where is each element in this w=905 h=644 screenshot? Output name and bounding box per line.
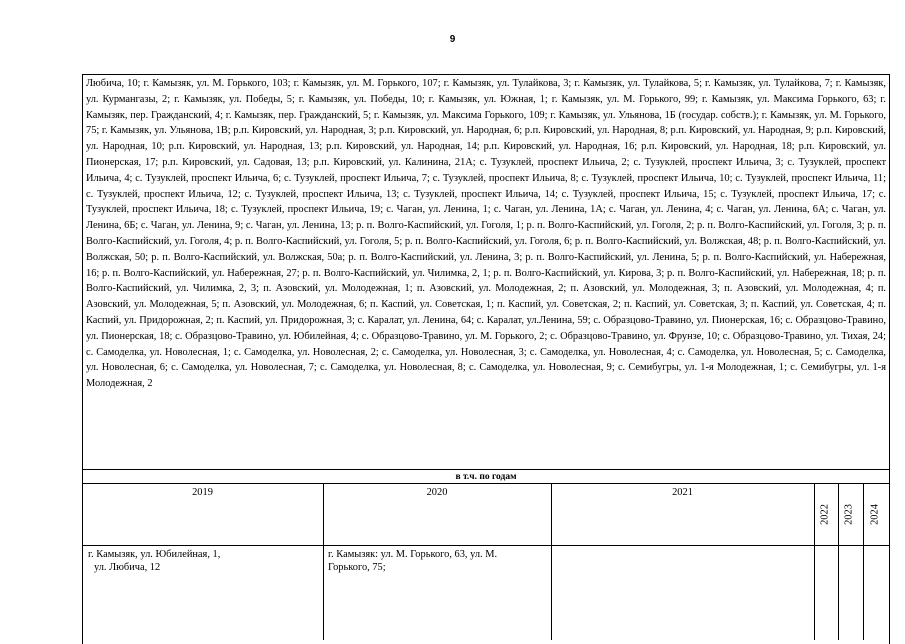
col-sep-5 — [863, 483, 864, 640]
table-divider-header — [82, 545, 890, 546]
col-sep-3 — [814, 483, 815, 640]
header-2022: 2022 — [819, 504, 831, 525]
cell-2019-line2: ул. Любича, 12 — [94, 562, 161, 573]
col-sep-4 — [838, 483, 839, 640]
header-2024: 2024 — [869, 504, 881, 525]
cell-2019-line1: г. Камызяк, ул. Юбилейная, 1, — [88, 549, 221, 560]
address-list-text: Любича, 10; г. Камызяк, ул. М. Горького, 103; г. Камызяк, ул. М. Горького, 107; г. Камызяк, ул. Тулайкова, 3; г. Камызяк, ул. Тулайкова, 5; г. Камызяк, ул. Тулайкова, 7; г. Камызяк, ул. Курмангазы, 2; г. Камызяк, ул. Победы, 5; г. Камызяк, ул. Победы, 10; г. Камызяк, ул. Южная, 1; г. Камызяк, ул. М. Горького, 99; г. Камызяк, ул. Максима Горького, 63; г. Камызяк, пер. Гражданский, 4; г. Камызяк, пер. Гражданский, 5; г. Камызяк, ул. Максима Горького, 109; г. Камызяк, ул. Ульянова, 1Б (государ. собств.); г. Камызяк, ул. М. Горького, 75; г. Камызяк, ул. Ульянова, 1В; р.п. Кировский, ул. Народная, 3; р.п. Кировский, ул. Народная, 6; р.п. Кировский, ул. Народная, 8; р.п. Кировский, ул. Народная, 9; р.п. Кировский, ул. Народная, 10; р.п. Кировский, ул. Народная, 13; р.п. Кировский, ул. Народная, 14; р.п. Кировский, ул. Народная, 16; р.п. Кировский, ул. Народная, 18; р.п. Кировский, ул. Пионерская, 17; р.п. Кировский, ул. Садовая, 13; р.п. Кировский, ул. Калинина, 21А; с. Тузуклей, проспект Ильича, 2; с. Тузуклей, проспект Ильича, 3; с. Тузуклей, проспект Ильича, 4; с. Тузуклей, проспект Ильича, 6; с. Тузуклей, проспект Ильича, 7; с. Тузуклей, проспект Ильича, 8; с. Тузуклей, проспект Ильича, 10; с. Тузуклей, проспект Ильича, 11; с. Тузуклей, проспект Ильича, 12; с. Тузуклей, проспект Ильича, 13; с. Тузуклей, проспект Ильича, 14; с. Тузуклей, проспект Ильича, 15; с. Тузуклей, проспект Ильича, 17; с. Тузуклей, проспект Ильича, 18; с. Тузуклей, проспект Ильича, 19; с. Чаган, ул. Ленина, 1; с. Чаган, ул. Ленина, 1А; с. Чаган, ул. Ленина, 4; с. Чаган, ул. Ленина, 6А; с. Чаган, ул. Ленина, 6Б; с. Чаган, ул. Ленина, 9; с. Чаган, ул. Ленина, 13; р. п. Волго-Каспийский, ул. Гоголя, 1; р. п. Волго-Каспийский, ул. Гоголя, 2; р. п. Волго-Каспийский, ул. Гоголя, 3; р. п. Волго-Каспийский, ул. Гоголя, 4; р. п. Волго-Каспийский, ул. Гоголя, 5; р. п. Волго-Каспийский, ул. Гоголя, 6; р. п. Волго-Каспийский, ул. Волжская, 48; р. п. Волго-Каспийский, ул. Волжская, 50; р. п. Волго-Каспийский, ул. Волжская, 50а; р. п. Волго-Каспийский, ул. Ленина, 3; р. п. Волго-Каспийский, ул. Ленина, 5; р. п. Волго-Каспийский, ул. Набережная, 16; р. п. Волго-Каспийский, ул. Набережная, 27; р. п. Волго-Каспийский, ул. Чилимка, 2, 1; р. п. Волго-Каспийский, ул. Кирова, 3; р. п. Волго-Каспийский, ул. Набережная, 18; р. п. Волго-Каспийский, ул. Чилимка, 2, 3; п. Азовский, ул. Молодежная, 1; п. Азовский, ул. Молодежная, 2; п. Азовский, ул. Молодежная, 3; п. Азовский, ул. Молодежная, 4; п. Азовский, ул. Молодежная, 5; п. Азовский, ул. Молодежная, 6; п. Каспий, ул. Советская, 1; п. Каспий, ул. Советская, 2; п. Каспий, ул. Советская, 3; п. Каспий, ул. Советская, 4; п. Каспий, ул. Придорожная, 2; п. Каспий, ул. Придорожная, 3; с. Каралат, ул. Ленина, 64; с. Каралат, ул.Ленина, 59; с. Образцово-Травино, ул. Пионерская, 16; с. Образцово-Травино, ул. Пионерская, 18; с. Образцово-Травино, ул. Юбилейная, 4; с. Образцово-Травино, ул. М. Горького, 2; с. Образцово-Травино, ул. Фрунзе, 10; с. Образцово-Травино, ул. Тихая, 24; с. Самоделка, ул. Новолесная, 1; с. Самоделка, ул. Новолесная, 2; с. Самоделка, ул. Новолесная, 3; с. Самоделка, ул. Новолесная, 4; с. Самоделка, ул. Новолесная, 5; с. Самоделка, ул. Новолесная, 6; с. Самоделка, ул. Новолесная, 7; с. Самоделка, ул. Новолесная, 8; с. Самоделка, ул. Новолесная, 9; с. Семибугры, ул. 1-я Молодежная, 1; с. Семибугры, ул. 1-я Молодежная, 2 — [86, 78, 886, 390]
header-2021: 2021 — [672, 487, 693, 498]
years-group-header: в т.ч. по годам — [455, 472, 517, 482]
col-sep-1 — [323, 483, 324, 640]
header-2019: 2019 — [192, 487, 213, 498]
header-2023: 2023 — [843, 504, 855, 525]
cell-2020-line2: Горького, 75; — [328, 562, 386, 573]
col-sep-2 — [551, 483, 552, 640]
table-divider-top — [82, 469, 890, 470]
page-number: 9 — [449, 34, 456, 45]
header-2020: 2020 — [426, 487, 448, 498]
cell-2020-line1: г. Камызяк: ул. М. Горького, 63, ул. М. — [328, 549, 498, 560]
